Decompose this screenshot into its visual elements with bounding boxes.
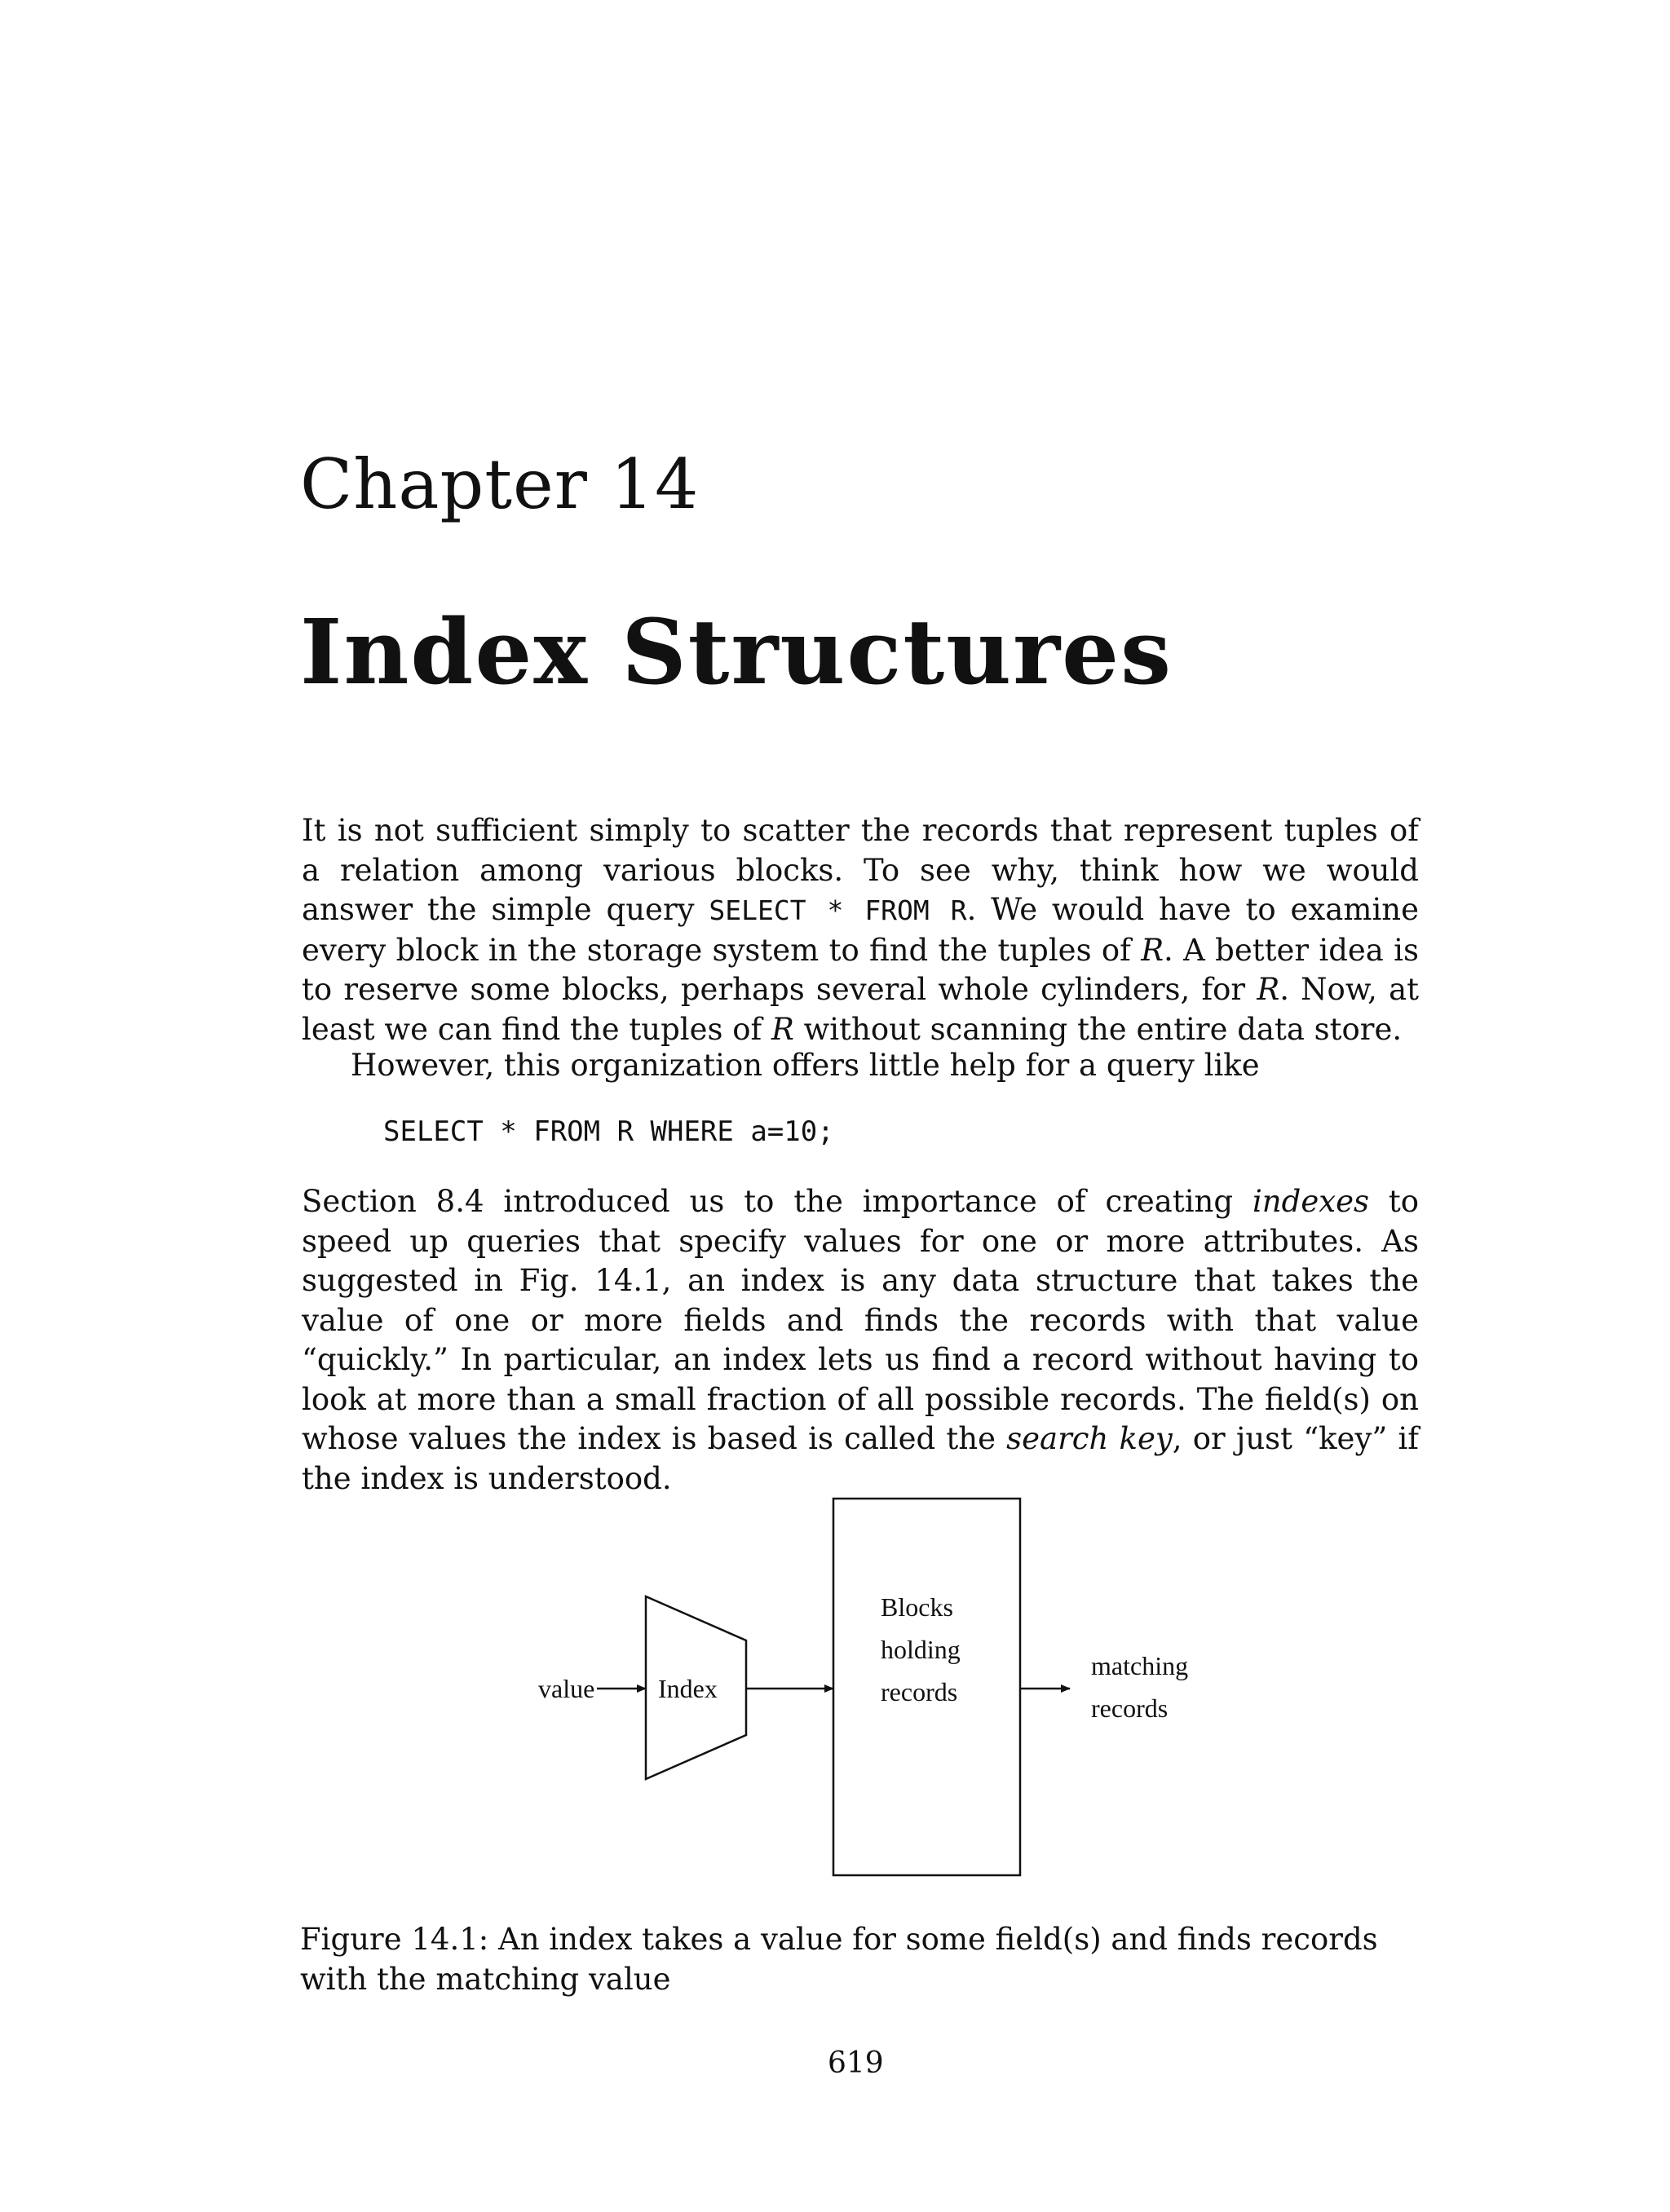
text-run: . We would have to examine every block in the storage system to find the tuples of xyxy=(302,892,1420,968)
blocks-label-line3: records xyxy=(881,1677,958,1706)
chapter-title: Index Structures xyxy=(300,599,1173,704)
blocks-label-line1: Blocks xyxy=(881,1592,953,1622)
emphasized-term: indexes xyxy=(1252,1184,1369,1219)
index-label: Index xyxy=(658,1674,718,1703)
math-symbol: R xyxy=(771,1011,794,1047)
text-run: It is not sufficient simply to scatter the records that represent tuples of a relation among various blocks. To see why, think how we would answer the simple query xyxy=(302,813,1419,927)
text-run: , or just “key” if the index is understood. xyxy=(302,1421,1419,1496)
blocks-label-line2: holding xyxy=(881,1635,961,1664)
text-run: to speed up queries that specify values for one or more attributes. As suggested in Fig. 14.1, an index is any data structure that takes the value of one or more fields and finds the records with that value “quickly.” In particular, an index lets us find a record without having to look at more than a small fraction of all possible records. The field(s) on whose values the index is based is called the xyxy=(302,1184,1419,1456)
code-block: SELECT * FROM R WHERE a=10; xyxy=(383,1115,834,1148)
text-run: Section 8.4 introduced us to the importance of creating xyxy=(302,1184,1252,1219)
text-run: . A better idea is to reserve some blocks, perhaps several whole cylinders, for xyxy=(302,932,1420,1007)
text-run: . Now, at least we can find the tuples of xyxy=(302,972,1420,1047)
figure-caption: Figure 14.1: An index takes a value for some field(s) and finds records with the matching value xyxy=(300,1922,1378,1997)
math-symbol: R xyxy=(1141,932,1164,968)
value-label: value xyxy=(538,1674,595,1703)
second-paragraph: However, this organization offers little help for a query like xyxy=(351,1048,1260,1083)
emphasized-term: search key xyxy=(1006,1421,1173,1456)
page-number: 619 xyxy=(828,2046,884,2080)
output-label-line2: records xyxy=(1091,1693,1169,1723)
inline-code: SELECT * FROM R xyxy=(709,894,967,926)
text-run: without scanning the entire data store. xyxy=(793,1011,1403,1047)
chapter-label: Chapter 14 xyxy=(300,444,700,524)
math-symbol: R xyxy=(1257,972,1280,1007)
output-label-line1: matching xyxy=(1091,1651,1189,1680)
